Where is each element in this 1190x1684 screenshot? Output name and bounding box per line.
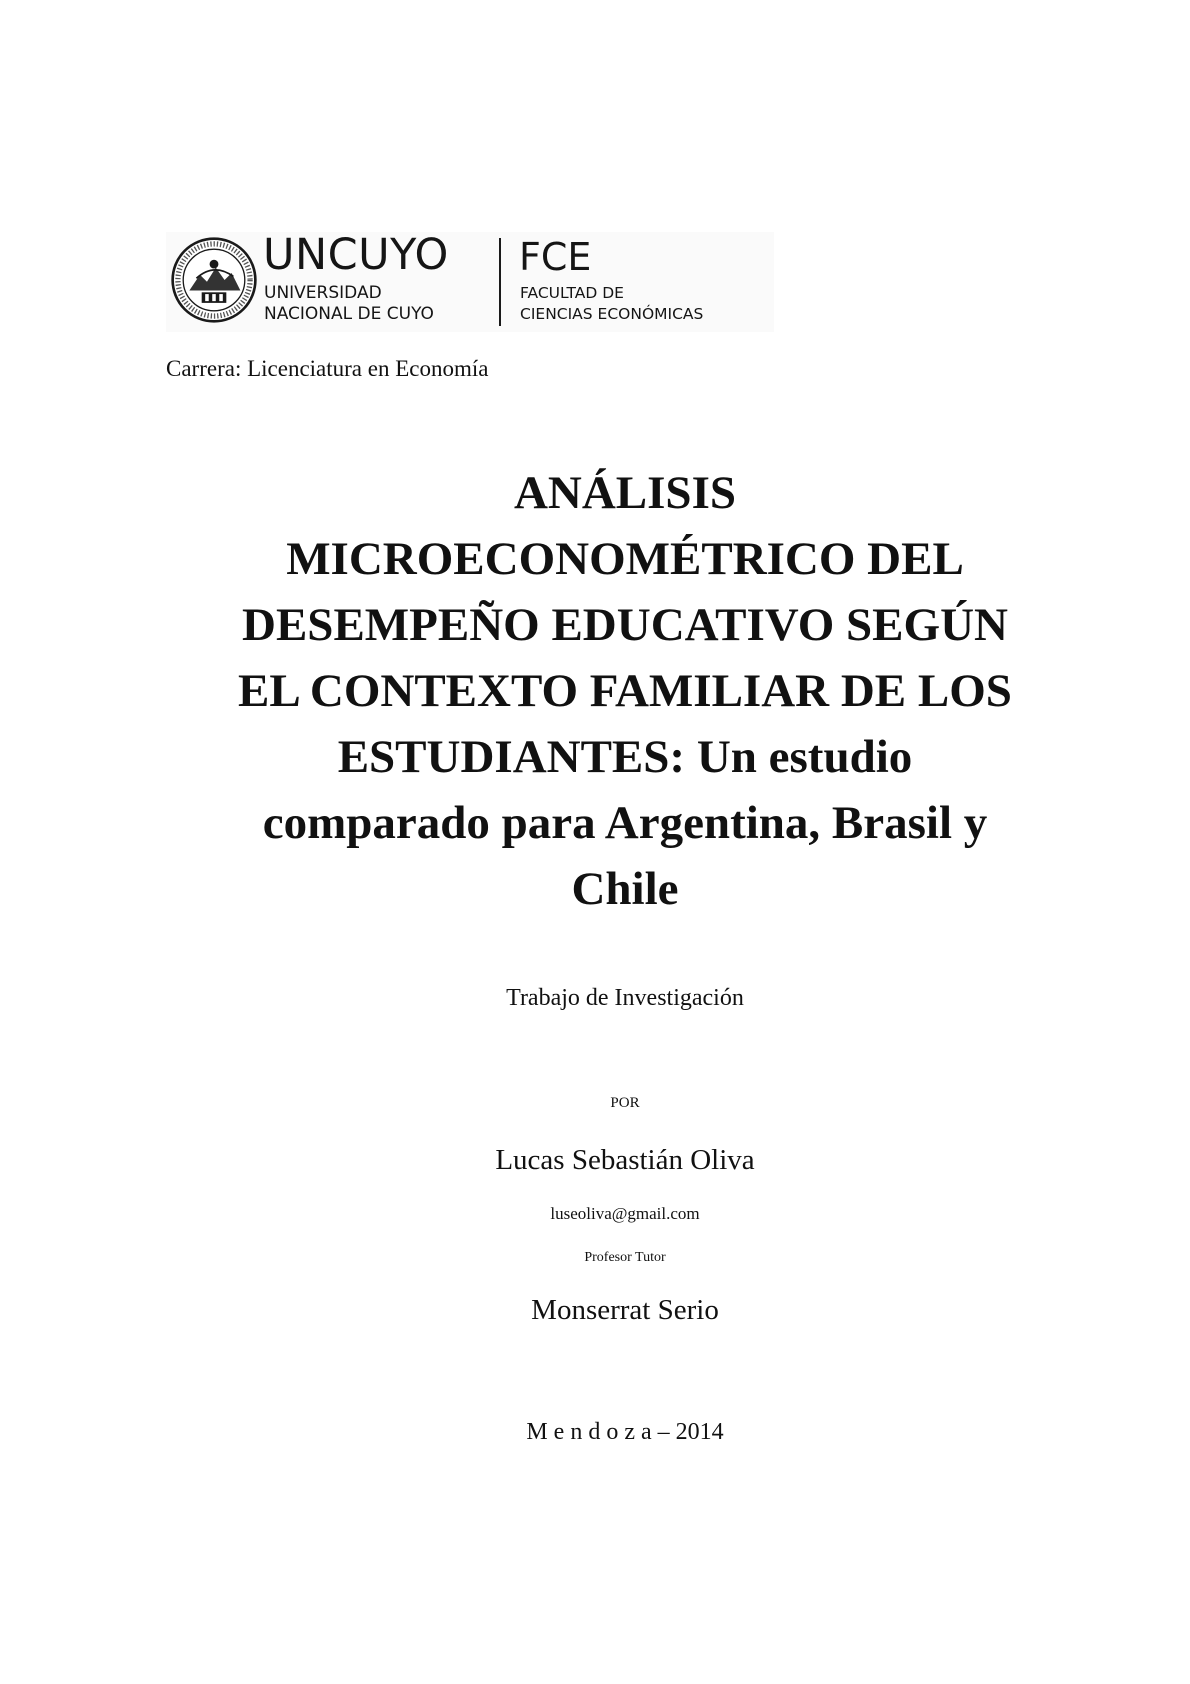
by-label: POR bbox=[610, 1095, 640, 1111]
place-and-year: M e n d o z a – 2014 bbox=[526, 1419, 724, 1445]
title-line: DESEMPEÑO EDUCATIVO SEGÚN bbox=[242, 599, 1008, 651]
university-name-line-1: UNIVERSIDAD bbox=[264, 283, 382, 303]
author-name: Lucas Sebastián Oliva bbox=[495, 1144, 755, 1176]
university-name-line-2: NACIONAL DE CUYO bbox=[264, 304, 434, 324]
tutor-label: Profesor Tutor bbox=[584, 1250, 666, 1265]
document-title bbox=[150, 460, 1100, 922]
title-line: comparado para Argentina, Brasil y bbox=[262, 797, 988, 849]
title-line: EL CONTEXTO FAMILIAR DE LOS bbox=[238, 665, 1012, 717]
title-line: ESTUDIANTES: Un estudio bbox=[337, 731, 913, 783]
tutor-name: Monserrat Serio bbox=[531, 1294, 719, 1326]
faculty-name-line-2: CIENCIAS ECONÓMICAS bbox=[520, 305, 704, 323]
institution-logo bbox=[166, 232, 774, 332]
logo-divider bbox=[499, 238, 501, 326]
uncuyo-wordmark: UNCUYO bbox=[263, 230, 449, 280]
title-line: Chile bbox=[571, 863, 679, 915]
document-type: Trabajo de Investigación bbox=[506, 985, 744, 1011]
title-line: MICROECONOMÉTRICO DEL bbox=[286, 533, 964, 585]
fce-wordmark: FCE bbox=[519, 235, 592, 279]
title-line: ANÁLISIS bbox=[513, 467, 737, 519]
author-email: luseoliva@gmail.com bbox=[550, 1204, 700, 1223]
career-line: Carrera: Licenciatura en Economía bbox=[166, 356, 489, 381]
university-seal-icon bbox=[170, 236, 258, 324]
faculty-name-line-1: FACULTAD DE bbox=[520, 284, 624, 302]
